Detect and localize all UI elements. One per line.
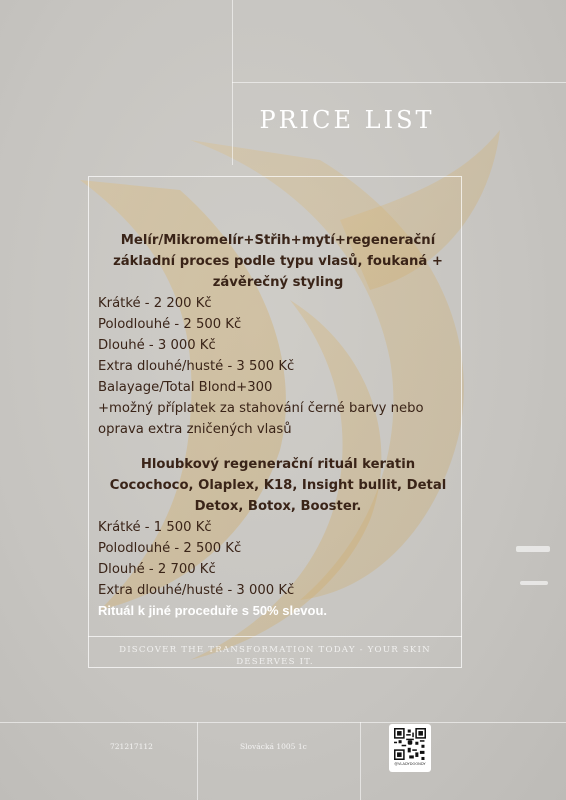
qr-code[interactable] (389, 724, 431, 772)
surcharge-note: +možný příplatek za stahování černé barvy nebo oprava extra zničených vlasů (98, 401, 424, 437)
price-item: Krátké - 1 500 Kč (98, 520, 212, 535)
decorative-smudge (520, 581, 548, 585)
price-item: Krátké - 2 200 Kč (98, 296, 212, 311)
discount-note: Rituál k jiné proceduře s 50% slevou. (98, 603, 328, 618)
page-title: PRICE LIST (259, 106, 435, 134)
footer-divider (360, 722, 361, 800)
price-item: Dlouhé - 2 700 Kč (98, 562, 216, 577)
price-item: Polodlouhé - 2 500 Kč (98, 317, 242, 332)
footer-divider (0, 722, 566, 723)
footer-divider (197, 722, 198, 800)
price-item: Polodlouhé - 2 500 Kč (98, 541, 242, 556)
qr-handle: @VLADYDOONDY (394, 762, 426, 766)
price-item: Extra dlouhé/husté - 3 500 Kč (98, 359, 295, 374)
section2-heading: Hloubkový regenerační rituál keratin Cocochoco, Olaplex, K18, Insight bullit, Detal Detox, Botox, Booster. (109, 457, 447, 514)
decorative-smudge (516, 546, 550, 552)
footer-address: Slovácká 1005 1c (240, 742, 307, 751)
price-item: Extra dlouhé/husté - 3 000 Kč (98, 583, 295, 598)
section1-heading: Melír/Mikromelír+Střih+mytí+regenerační základní proces podle typu vlasů, foukaná + závěrečný styling (113, 233, 443, 290)
tagline: DISCOVER THE TRANSFORMATION TODAY - YOUR SKIN DESERVES IT. (119, 645, 431, 667)
price-item: Dlouhé - 3 000 Kč (98, 338, 216, 353)
frame-divider (88, 636, 462, 637)
footer-phone[interactable]: 721217112 (110, 742, 153, 751)
price-content (98, 230, 458, 620)
frame-line (232, 82, 566, 83)
qr-code-icon (394, 728, 426, 760)
price-item: Balayage/Total Blond+300 (98, 380, 273, 395)
